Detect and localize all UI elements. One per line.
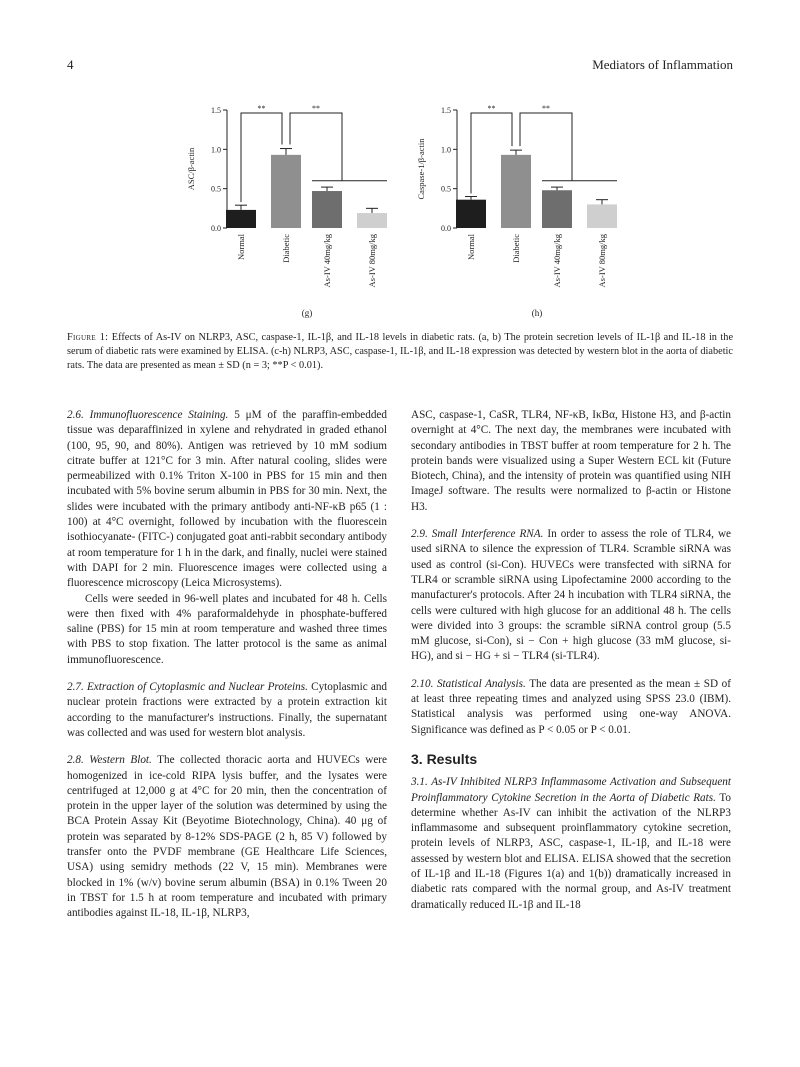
bar: [456, 200, 486, 228]
section-heading: 2.9. Small Interference RNA.: [411, 528, 544, 541]
right-column: [411, 408, 731, 913]
caption-text: Effects of As-IV on NLRP3, ASC, caspase-1, IL-1β, and IL-18 levels in diabetic rats. (a, b) The protein secretion levels of IL-1β and IL-18 in the serum of diabetic rats were examined by ELISA. (c-h) NLRP3, ASC, caspase-1, IL-1β, and IL-18 expression was detected by western blot in the aorta of diabetic rats. The data are presented as mean ± SD (n = 3; **P < 0.01).: [67, 332, 734, 371]
significance-label: **: [542, 104, 550, 113]
section-2-9: [411, 527, 731, 665]
section-body: The collected thoracic aorta and HUVECs were homogenized in ice-cold RIPA lysis buffer, and the lysates were centrifuged at 12,000 g at 4°C for 20 min, then the concentration of protein in the upper layer of the solution was determined by using the BCA Protein Assay Kit (Beyotime Biotechnology, China). 40 μg of protein was separated by 8-12% SDS-PAGE (2 h, 85 V) followed by transfer onto the PVDF membrane (GE Healthcare Life Sciences, USA) using semidry methods (22 V, 15 min). Membranes were blocked in 1% (w/v) bovine serum albumin (BSA) in 0.1% Tween 20 in TBST for 1.5 h at room temperature and incubated with primary antibodies against IL-18, IL-1β, NLRP3,: [67, 754, 387, 920]
section-body: Cytoplasmic and nuclear protein fractions were extracted by a protein extraction kit according to the manufacturer's instructions. Finally, the supernatant was collected and was used for western blot analysis.: [67, 681, 388, 739]
bar: [271, 155, 301, 228]
y-tick-label: 1.0: [211, 145, 221, 155]
panel-label: (h): [531, 308, 543, 318]
section-2-6: [67, 408, 387, 592]
x-tick-label: Normal: [236, 234, 246, 260]
x-tick-label: As-IV 40mg/kg: [552, 234, 562, 288]
chart-g: [170, 100, 400, 325]
section-heading: 3.1. As-IV Inhibited NLRP3 Inflammasome Activation and Subsequent Proinflammatory Cytokine Secretion in the Aorta of Diabetic Rats.: [411, 776, 731, 804]
section-body: To determine whether As-IV can inhibit the activation of the NLRP3 inflammasome and subsequent proinflammatory cytokine secretion, protein levels of NLRP3, ASC, caspase-1, IL-1β, and IL-18 were assessed by western blot and ELISA. ELISA showed that the secretion of IL-1β and IL-18 (Figures 1(a) and 1(b)) dramatically increased in diabetic rats compared with the normal group, and As-IV treatment dramatically reduced IL-1β and IL-18: [411, 791, 731, 911]
x-tick-label: As-IV 80mg/kg: [597, 234, 607, 288]
chart-h: [400, 100, 630, 325]
section-body: 5 μM of the paraffin-embedded tissue was deparaffinized in xylene and rehydrated in graded ethanol (100, 95, 90, and 80%). Antigen was retrieved by 10 mM sodium citrate buffer at 121°C for 3 min. After natural cooling, slides were permeabilized with 0.1% Triton X-100 in PBS for 15 min and then incubated with 5% bovine serum albumin in PBS for 30 min. Next, the slides were incubated with the primary antibody anti-NF-κB p65 (1 : 100) at 4°C overnight, followed by incubation with the fluorescein isothiocyanate- (FITC-) conjugated goat anti-rabbit secondary antibody at room temperature for 1 h in the dark, and finally, nuclei were stained with DAPI for 2 min. Fluorescence images were collected using a fluorescence microscopy (Leica Microsystems).: [67, 409, 387, 590]
panel-label: (g): [301, 308, 313, 318]
section-2-10: [411, 677, 731, 738]
y-tick-label: 1.5: [441, 106, 451, 115]
x-tick-label: Normal: [466, 234, 476, 260]
significance-label: **: [487, 104, 496, 113]
results-heading: 3. Results: [411, 750, 478, 767]
y-axis-label: ASC/β-actin: [186, 147, 196, 191]
section-3-1: [411, 775, 731, 913]
bar: [587, 204, 617, 228]
section-2-8-cont: ASC, caspase-1, CaSR, TLR4, NF-κB, IκBα, Histone H3, and β-actin overnight at 4°C. The next day, the membranes were incubated with secondary antibodies in TBST buffer at room temperature for 2 h. The protein bands were visualized using a Super Western ECL kit (Future Biotech, China), and the intensity of protein was quantified using NIH ImageJ software. The results were normalized to β-actin or Histone H3.: [411, 409, 731, 513]
bar: [542, 190, 572, 228]
y-tick-label: 1.5: [211, 106, 221, 115]
y-tick-label: 0.5: [441, 184, 451, 194]
figure-caption: [67, 331, 733, 373]
section-2-6-cont: [67, 592, 387, 668]
x-tick-label: As-IV 80mg/kg: [367, 234, 377, 288]
y-tick-label: 0.0: [441, 224, 451, 233]
section-2-8: [67, 753, 387, 921]
x-tick-label: Diabetic: [281, 234, 291, 263]
section-heading: 2.10. Statistical Analysis.: [411, 677, 526, 690]
bar: [312, 191, 342, 228]
y-axis-label: Caspase-1/β-actin: [416, 138, 426, 200]
y-tick-label: 0.5: [211, 184, 221, 194]
section-heading: 2.7. Extraction of Cytoplasmic and Nuclear Proteins.: [67, 681, 308, 694]
section-body: In order to assess the role of TLR4, we used siRNA to silence the expression of TLR4. Scramble siRNA was used as control (si-Con). HUVECs were transfected with siRNA for TLR4 or scramble siRNA using Lipofectamine 2000 according to the manufacturer's protocols. After 24 h incubation with TLR4 siRNA, the cells were cultured with high glucose for an additional 48 h. The cells were divided into 3 groups: the scramble siRNA control group (5.5 mM glucose, si-Con), si − Con + high glucose (33 mM glucose, si-HG), and si − HG + si − TLR4 (si-TLR4).: [411, 528, 732, 663]
section-body: Cells were seeded in 96-well plates and incubated for 48 h. Cells were then fixed with 4% paraformaldehyde in phosphate-buffered saline (PBS) for 15 min at room temperature and washed three times with PBS to stop fixation. The latter protocol is the same as animal immunofluorescence.: [67, 592, 387, 666]
significance-label: **: [312, 104, 320, 113]
section-heading: 2.6. Immunofluorescence Staining.: [67, 409, 229, 421]
bar: [501, 155, 531, 228]
page-number: 4: [67, 57, 74, 72]
y-tick-label: 1.0: [441, 145, 451, 155]
significance-label: **: [257, 104, 266, 113]
section-heading: 2.8. Western Blot.: [67, 754, 152, 767]
x-tick-label: As-IV 40mg/kg: [322, 234, 332, 288]
y-tick-label: 0.0: [211, 224, 221, 233]
bar: [357, 213, 387, 228]
journal-title: Mediators of Inflammation: [592, 57, 733, 72]
left-column: [67, 408, 387, 922]
x-tick-label: Diabetic: [511, 234, 521, 263]
bar: [226, 210, 256, 228]
section-2-7: [67, 680, 387, 741]
caption-label: Figure 1:: [67, 332, 109, 343]
section-body: The data are presented as the mean ± SD of at least three repeating times and analyzed using SPSS 23.0 (IBM). Statistical analysis was performed using one-way ANOVA. Significance was defined as P < 0.05 or P < 0.01.: [411, 677, 731, 736]
